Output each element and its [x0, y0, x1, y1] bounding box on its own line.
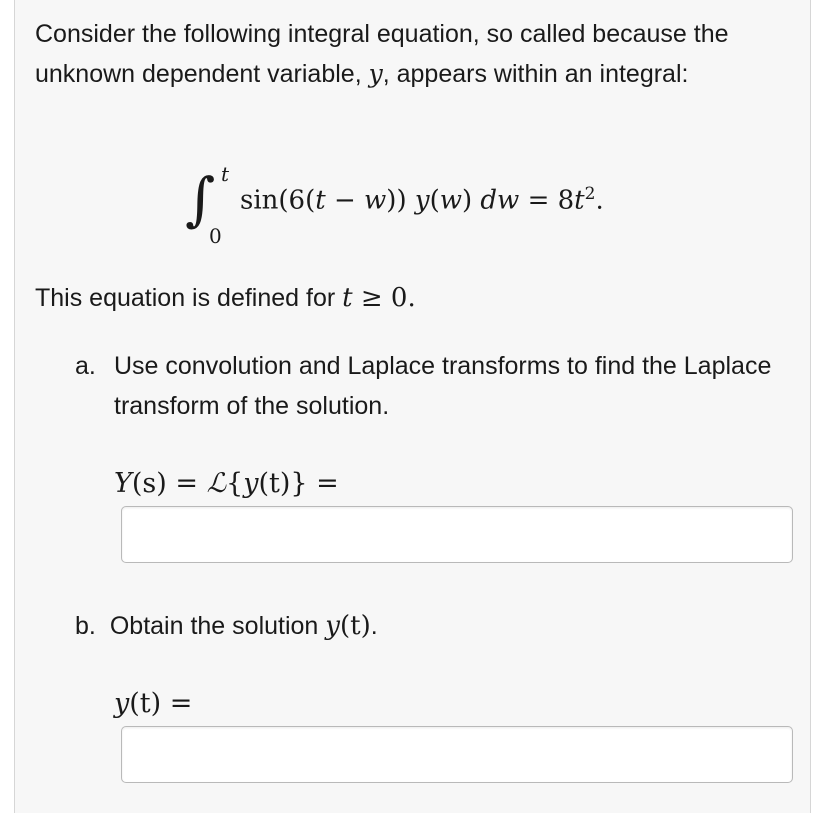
solution-answer-label: y(t) =	[114, 688, 193, 719]
part-a-text: Use convolution and Laplace transforms to find the Laplace transform of the solution.	[114, 352, 772, 420]
solution-answer-input[interactable]	[121, 726, 793, 783]
intro-variable: y	[368, 59, 383, 88]
domain-statement: This equation is defined for t ≥ 0.	[35, 283, 416, 313]
laplace-answer-input[interactable]	[121, 506, 793, 563]
integral-upper-limit: t	[221, 162, 230, 186]
integral-equation	[185, 162, 705, 252]
intro-text-end: , appears within an integral:	[382, 60, 689, 88]
part-b-prompt: b. Obtain the solution y(t).	[75, 611, 378, 641]
integral-lower-limit: 0	[209, 224, 222, 248]
integrand: sin(6(t − w)) y(w) dw = $8t^2$.	[240, 184, 604, 216]
part-a-prompt	[75, 346, 775, 426]
problem-intro	[35, 14, 795, 94]
part-b-text: Obtain the solution	[109, 612, 326, 640]
part-b-marker: b.	[75, 612, 96, 640]
integral-sign: ∫	[185, 165, 216, 233]
intro-text: Consider the following integral equation, so called because the unknown dependent variable,	[35, 20, 729, 88]
laplace-answer-label: Y(s) = ℒ{y(t)} =	[114, 468, 339, 499]
part-a-marker: a.	[75, 352, 96, 380]
